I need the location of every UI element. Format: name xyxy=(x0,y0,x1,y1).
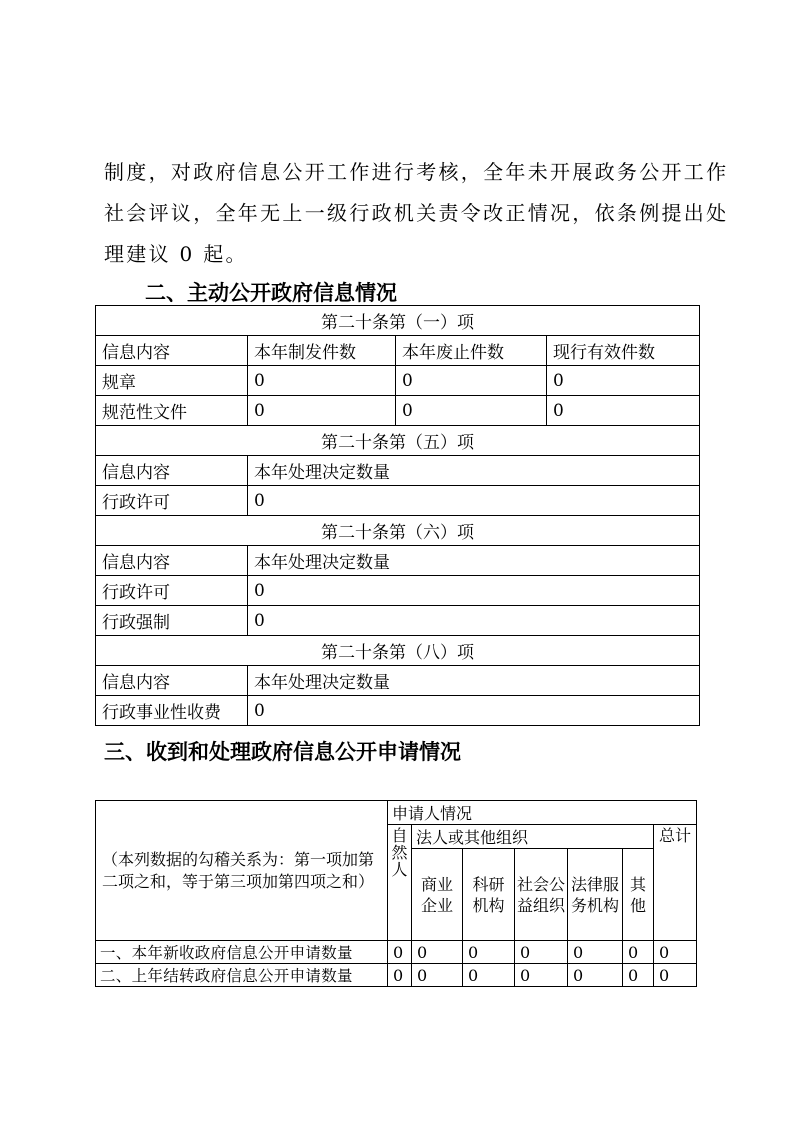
org-type-header: 其他 xyxy=(623,849,654,941)
cell-value: 0 xyxy=(396,366,547,396)
cell-value: 0 xyxy=(463,964,515,987)
cell-value: 0 xyxy=(568,964,623,987)
applicant-header: 申请人情况 xyxy=(388,801,697,825)
cell-value: 0 xyxy=(654,964,697,987)
cell-value: 0 xyxy=(248,486,700,516)
col-header: 信息内容 xyxy=(96,546,248,576)
cell-value: 0 xyxy=(248,696,700,726)
art20-1-header: 第二十条第（一）项 xyxy=(96,306,700,336)
section3-title: 三、收到和处理政府信息公开申请情况 xyxy=(104,740,461,764)
table-row xyxy=(96,964,697,987)
row-label: 一、本年新收政府信息公开申请数量 xyxy=(96,941,388,964)
table-row xyxy=(96,486,700,516)
cell-value: 0 xyxy=(547,396,700,426)
section2-title: 二、主动公开政府信息情况 xyxy=(145,281,397,305)
intro-line-3: 理建议 0 起。 xyxy=(104,242,248,266)
col-header: 现行有效件数 xyxy=(547,336,700,366)
cell-value: 0 xyxy=(654,941,697,964)
col-header: 信息内容 xyxy=(96,456,248,486)
cell-value: 0 xyxy=(623,964,654,987)
col-header: 信息内容 xyxy=(96,666,248,696)
art20-8-header: 第二十条第（八）项 xyxy=(96,636,700,666)
art20-5-header: 第二十条第（五）项 xyxy=(96,426,700,456)
cell-value: 0 xyxy=(515,941,568,964)
cell-value: 0 xyxy=(248,396,396,426)
row-label: 规范性文件 xyxy=(96,396,248,426)
cell-value: 0 xyxy=(412,941,463,964)
cell-value: 0 xyxy=(568,941,623,964)
legal-group-header: 法人或其他组织 xyxy=(412,825,654,849)
consistency-note: （本列数据的勾稽关系为：第一项加第二项之和，等于第三项加第四项之和） xyxy=(96,801,388,941)
col-header: 本年制发件数 xyxy=(248,336,396,366)
row-label: 规章 xyxy=(96,366,248,396)
cell-value: 0 xyxy=(396,396,547,426)
natural-person-header: 自然人 xyxy=(388,825,412,941)
col-header: 本年处理决定数量 xyxy=(248,666,700,696)
row-label: 行政强制 xyxy=(96,606,248,636)
org-type-header: 社会公益组织 xyxy=(515,849,568,941)
row-label: 行政事业性收费 xyxy=(96,696,248,726)
col-header: 本年废止件数 xyxy=(396,336,547,366)
col-header: 本年处理决定数量 xyxy=(248,546,700,576)
org-type-header: 商业企业 xyxy=(412,849,463,941)
proactive-disclosure-table xyxy=(95,305,700,726)
cell-value: 0 xyxy=(248,366,396,396)
intro-line-2: 社会评议，全年无上一级行政机关责令改正情况，依条例提出处 xyxy=(104,201,729,225)
cell-value: 0 xyxy=(547,366,700,396)
table-row xyxy=(96,366,700,396)
intro-line-1: 制度，对政府信息公开工作进行考核，全年未开展政务公开工作 xyxy=(104,160,729,184)
art20-6-header: 第二十条第（六）项 xyxy=(96,516,700,546)
org-type-header: 科研机构 xyxy=(463,849,515,941)
table-row xyxy=(96,576,700,606)
table-row xyxy=(96,606,700,636)
table-row xyxy=(96,696,700,726)
row-label: 行政许可 xyxy=(96,486,248,516)
cell-value: 0 xyxy=(248,576,700,606)
col-header: 信息内容 xyxy=(96,336,248,366)
cell-value: 0 xyxy=(248,606,700,636)
total-header: 总计 xyxy=(654,825,697,941)
cell-value: 0 xyxy=(463,941,515,964)
cell-value: 0 xyxy=(388,941,412,964)
cell-value: 0 xyxy=(412,964,463,987)
row-label: 二、上年结转政府信息公开申请数量 xyxy=(96,964,388,987)
table-row xyxy=(96,941,697,964)
cell-value: 0 xyxy=(623,941,654,964)
table-row xyxy=(96,396,700,426)
col-header: 本年处理决定数量 xyxy=(248,456,700,486)
org-type-header: 法律服务机构 xyxy=(568,849,623,941)
cell-value: 0 xyxy=(388,964,412,987)
application-table xyxy=(95,800,697,987)
cell-value: 0 xyxy=(515,964,568,987)
row-label: 行政许可 xyxy=(96,576,248,606)
